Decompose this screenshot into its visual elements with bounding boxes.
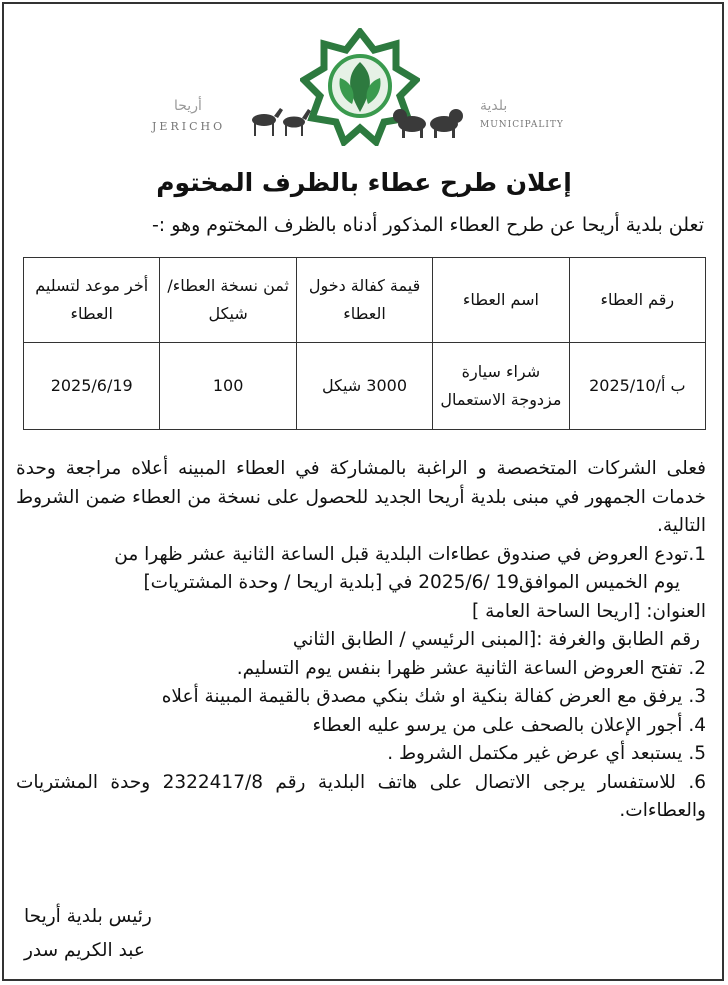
condition-5: 5. يستبعد أي عرض غير مكتمل الشروط . [387,743,706,764]
signature-name: عبد الكريم سدر [24,940,145,961]
tender-table [23,257,706,430]
municipality-logo [150,28,570,150]
intro-text: تعلن بلدية أريحا عن طرح العطاء المذكور أدناه بالظرف المختوم وهو :- [151,214,704,236]
signature-position: رئيس بلدية أريحا [24,906,152,927]
logo-arabic-right: بلدية [480,98,508,114]
logo-english-right: MUNICIPALITY [480,120,564,130]
condition-2: 2. تفتح العروض الساعة الثانية عشر ظهرا بنفس يوم التسليم. [236,657,706,679]
floor-room-line: رقم الطابق والغرفة :[المبنى الرئيسي / الطابق الثاني [292,629,700,650]
table-header-row [24,258,706,343]
cell-deadline: 2025/6/19 [24,343,160,430]
lions-icon [390,102,466,140]
announcement-body [16,455,706,826]
condition-1-line-1: 1.تودع العروض في صندوق عطاءات البلدية قبل الساعة الثانية عشر ظهرا من [114,543,706,565]
header-tender-name: اسم العطاء [433,258,569,343]
table-row [24,343,706,430]
logo-english-left: JERICHO [152,120,226,133]
condition-1-line-2: يوم الخميس الموافق19 /2025/6 في [بلدية اريحا / وحدة المشتريات] [143,572,680,593]
condition-3: 3. يرفق مع العرض كفالة بنكية او شك بنكي مصدق بالقيمة المبينة أعلاه [161,686,706,707]
cell-copy-price: 100 [160,343,296,430]
header-copy-price: ثمن نسخة العطاء/شيكل [160,258,296,343]
condition-6: 6. للاستفسار يرجى الاتصال على هاتف البلدية رقم 2322417/8 وحدة المشتريات والعطاءات. [16,771,706,821]
cell-bond-value: 3000 شيكل [296,343,432,430]
cell-tender-name: شراء سيارة مزدوجة الاستعمال [433,343,569,430]
logo-arabic-left: أريحا [174,98,202,114]
cell-tender-number: ب أ/2025/10 [569,343,705,430]
header-bond-value: قيمة كفالة دخول العطاء [296,258,432,343]
announcement-title: إعلان طرح عطاء بالظرف المختوم [156,168,572,197]
intro-paragraph: فعلى الشركات المتخصصة و الراغبة بالمشاركة في العطاء المبينه أعلاه مراجعة وحدة خدمات الجمهور في مبنى بلدية أريحا الجديد للحصول على نسخة من العطاء ضمن الشروط التالية. [16,458,706,536]
header-tender-number: رقم العطاء [569,258,705,343]
signature-block [0,900,728,968]
address-line: العنوان: [اريحا الساحة العامة ] [472,600,706,622]
header-deadline: أخر موعد لتسليم العطاء [24,258,160,343]
condition-4: 4. أجور الإعلان بالصحف على من يرسو عليه العطاء [312,714,706,736]
